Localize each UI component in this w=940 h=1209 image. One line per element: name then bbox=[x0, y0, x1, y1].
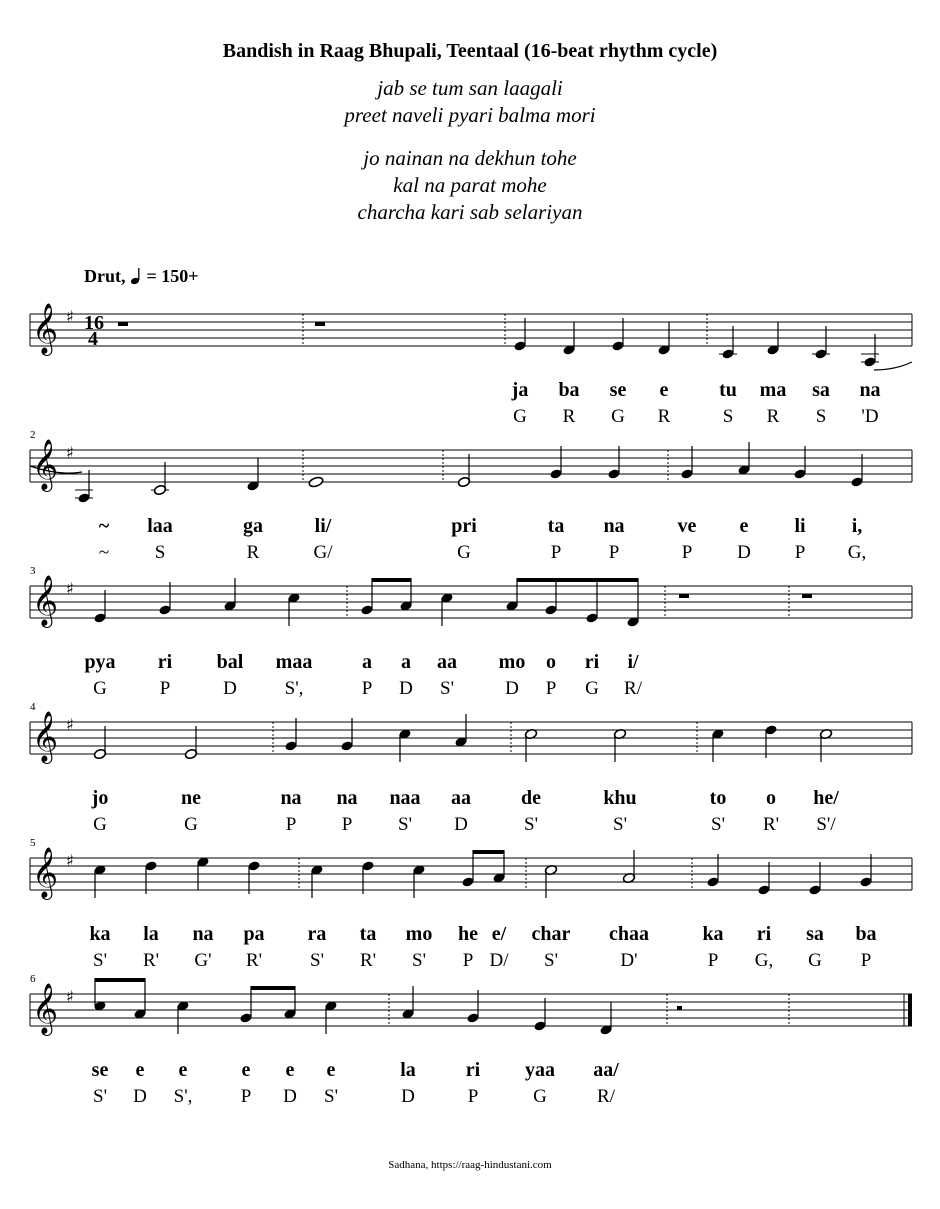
staff-system bbox=[30, 429, 912, 563]
eighth-beam bbox=[372, 578, 411, 582]
lyric-syllable: e/ bbox=[491, 923, 507, 945]
lyric-syllable: he bbox=[458, 923, 478, 945]
system-number: 2 bbox=[30, 429, 36, 441]
swara-notation: S', bbox=[173, 1086, 193, 1107]
lyric-line-5: charcha kari sab selariyan bbox=[357, 200, 583, 224]
lyric-syllable: maa bbox=[275, 651, 313, 673]
swara-notation: G/ bbox=[313, 542, 333, 563]
lyric-syllable: jo bbox=[91, 787, 109, 809]
key-signature-sharp-icon: ♯ bbox=[66, 851, 74, 870]
lyric-syllable: na bbox=[336, 787, 358, 809]
note-head bbox=[308, 476, 324, 488]
swara-notation: P bbox=[681, 542, 693, 563]
lyric-syllable: e bbox=[135, 1059, 145, 1081]
swara-notation: P bbox=[240, 1086, 252, 1107]
eighth-beam bbox=[251, 986, 295, 990]
lyric-syllable: li/ bbox=[314, 515, 332, 537]
eighth-beam bbox=[473, 850, 504, 854]
lyric-syllable: he/ bbox=[813, 787, 839, 809]
swara-notation: G bbox=[93, 814, 107, 835]
lyric-syllable: ba bbox=[558, 379, 580, 401]
lyric-syllable: a bbox=[401, 651, 411, 673]
swara-notation: S' bbox=[524, 814, 538, 835]
swara-notation: R/ bbox=[597, 1086, 615, 1107]
system-number: 6 bbox=[30, 973, 36, 985]
swara-notation: R bbox=[766, 406, 780, 427]
swara-notation: G bbox=[808, 950, 822, 971]
swara-notation: D bbox=[223, 678, 237, 699]
swara-notation: G bbox=[533, 1086, 547, 1107]
swara-notation: G' bbox=[194, 950, 212, 971]
lyric-syllable: ta bbox=[359, 923, 377, 945]
lyric-syllable: naa bbox=[389, 787, 421, 809]
lyric-syllable: o bbox=[766, 787, 776, 809]
swara-notation: S bbox=[722, 406, 734, 427]
swara-notation: S' bbox=[613, 814, 627, 835]
time-signature-bottom: 4 bbox=[88, 328, 98, 350]
swara-notation: S bbox=[154, 542, 166, 563]
swara-notation: P bbox=[159, 678, 171, 699]
final-barline-thick bbox=[908, 994, 912, 1026]
system-number: 4 bbox=[30, 701, 36, 713]
lyric-syllable: ri bbox=[756, 923, 772, 945]
lyric-syllable: chaa bbox=[609, 923, 649, 945]
lyric-syllable: se bbox=[609, 379, 627, 401]
lyric-syllable: bal bbox=[216, 651, 244, 673]
lyric-syllable: ne bbox=[181, 787, 201, 809]
key-signature-sharp-icon: ♯ bbox=[66, 987, 74, 1006]
whole-rest-icon bbox=[118, 322, 128, 326]
whole-rest-icon bbox=[802, 594, 812, 598]
whole-rest-icon bbox=[315, 322, 325, 326]
time-signature-top: 16 bbox=[84, 312, 104, 334]
swara-notation: S' bbox=[310, 950, 324, 971]
lyric-syllable: ga bbox=[243, 515, 263, 537]
swara-notation: P bbox=[361, 678, 373, 699]
lyric-syllable: char bbox=[531, 923, 571, 945]
eighth-beam bbox=[95, 978, 145, 982]
lyric-syllable: ri bbox=[465, 1059, 481, 1081]
swara-notation: S' bbox=[93, 1086, 107, 1107]
lyric-syllable: i/ bbox=[627, 651, 639, 673]
swara-notation: 'D bbox=[861, 406, 879, 427]
lyric-syllable: khu bbox=[603, 787, 637, 809]
lyric-syllable: e bbox=[285, 1059, 295, 1081]
swara-notation: D bbox=[505, 678, 519, 699]
staff-system bbox=[30, 565, 912, 699]
swara-notation: R bbox=[246, 542, 260, 563]
swara-notation: D bbox=[454, 814, 468, 835]
lyric-line-4: kal na parat mohe bbox=[393, 173, 547, 197]
swara-notation: R' bbox=[762, 814, 780, 835]
lyric-syllable: e bbox=[241, 1059, 251, 1081]
staff-system bbox=[30, 701, 912, 835]
lyric-syllable: ma bbox=[759, 379, 787, 401]
tempo-value: = 150+ bbox=[146, 266, 199, 286]
swara-notation: S' bbox=[440, 678, 454, 699]
lyric-syllable: li bbox=[794, 515, 806, 537]
lyric-syllable: se bbox=[91, 1059, 109, 1081]
swara-notation: D' bbox=[620, 950, 638, 971]
lyric-syllable: laa bbox=[147, 515, 173, 537]
lyric-line-2: preet naveli pyari balma mori bbox=[344, 103, 596, 127]
lyric-syllable: sa bbox=[812, 379, 830, 401]
lyric-syllable: na bbox=[859, 379, 881, 401]
swara-notation: G bbox=[611, 406, 625, 427]
swara-notation: P bbox=[550, 542, 562, 563]
swara-notation: R/ bbox=[624, 678, 642, 699]
swara-notation: P bbox=[608, 542, 620, 563]
swara-notation: G bbox=[184, 814, 198, 835]
treble-clef-icon: 𝄞 bbox=[32, 711, 59, 762]
key-signature-sharp-icon: ♯ bbox=[66, 443, 74, 462]
lyric-syllable: ka bbox=[89, 923, 111, 945]
swara-notation: S' bbox=[544, 950, 558, 971]
lyric-syllable: ka bbox=[702, 923, 724, 945]
swara-notation: R' bbox=[245, 950, 263, 971]
swara-notation: G bbox=[457, 542, 471, 563]
swara-notation: P bbox=[860, 950, 872, 971]
lyric-syllable: ja bbox=[511, 379, 529, 401]
swara-notation: S bbox=[815, 406, 827, 427]
lyric-syllable: a bbox=[362, 651, 372, 673]
swara-notation: G bbox=[585, 678, 599, 699]
swara-notation: P bbox=[545, 678, 557, 699]
swara-notation: R bbox=[657, 406, 671, 427]
key-signature-sharp-icon: ♯ bbox=[66, 307, 74, 326]
swara-notation: G, bbox=[754, 950, 774, 971]
lyric-syllable: i, bbox=[851, 515, 863, 537]
swara-notation: S' bbox=[93, 950, 107, 971]
lyric-syllable: aa/ bbox=[593, 1059, 619, 1081]
treble-clef-icon: 𝄞 bbox=[32, 303, 59, 354]
lyric-syllable: tu bbox=[719, 379, 737, 401]
page-title: Bandish in Raag Bhupali, Teentaal (16-beat rhythm cycle) bbox=[222, 40, 718, 62]
swara-notation: D/ bbox=[489, 950, 509, 971]
swara-notation: S' bbox=[412, 950, 426, 971]
swara-notation: D bbox=[401, 1086, 415, 1107]
staff-systems bbox=[30, 303, 912, 1107]
swara-notation: P bbox=[707, 950, 719, 971]
lyric-syllable: ri bbox=[157, 651, 173, 673]
lyric-syllable: na bbox=[603, 515, 625, 537]
lyric-syllable: mo bbox=[498, 651, 526, 673]
lyric-syllable: mo bbox=[405, 923, 433, 945]
lyric-syllable: aa bbox=[451, 787, 471, 809]
swara-notation: D bbox=[399, 678, 413, 699]
system-number: 3 bbox=[30, 565, 36, 577]
treble-clef-icon: 𝄞 bbox=[32, 847, 59, 898]
lyric-syllable: o bbox=[546, 651, 556, 673]
system-number: 5 bbox=[30, 837, 36, 849]
swara-notation: P bbox=[467, 1086, 479, 1107]
lyric-syllable: sa bbox=[806, 923, 824, 945]
swara-notation: S' bbox=[398, 814, 412, 835]
staff-system bbox=[30, 837, 912, 971]
lyric-line-1: jab se tum san laagali bbox=[377, 76, 563, 100]
swara-notation: G bbox=[513, 406, 527, 427]
swara-notation: G bbox=[93, 678, 107, 699]
lyric-syllable: ba bbox=[855, 923, 877, 945]
swara-notation: P bbox=[341, 814, 353, 835]
tempo-text: Drut, bbox=[84, 266, 126, 286]
key-signature-sharp-icon: ♯ bbox=[66, 579, 74, 598]
swara-notation: ~ bbox=[98, 542, 110, 563]
lyric-syllable: aa bbox=[437, 651, 457, 673]
lyric-syllable: pa bbox=[243, 923, 265, 945]
lyric-syllable: ri bbox=[584, 651, 600, 673]
swara-notation: D bbox=[737, 542, 751, 563]
lyric-syllable: e bbox=[326, 1059, 336, 1081]
swara-notation: D bbox=[133, 1086, 147, 1107]
swara-notation: P bbox=[462, 950, 474, 971]
lyric-line-3: jo nainan na dekhun tohe bbox=[363, 146, 577, 170]
lyric-syllable: na bbox=[192, 923, 214, 945]
swara-notation: R' bbox=[142, 950, 160, 971]
footer-credit: Sadhana, https://raag-hindustani.com bbox=[388, 1159, 552, 1171]
lyric-syllable: ta bbox=[547, 515, 565, 537]
swara-notation: G, bbox=[847, 542, 867, 563]
staff-system bbox=[30, 973, 912, 1107]
lyric-syllable: e bbox=[178, 1059, 188, 1081]
lyric-syllable: ve bbox=[677, 515, 697, 537]
swara-notation: D bbox=[283, 1086, 297, 1107]
treble-clef-icon: 𝄞 bbox=[32, 575, 59, 626]
lyric-syllable: na bbox=[280, 787, 302, 809]
key-signature-sharp-icon: ♯ bbox=[66, 715, 74, 734]
lyric-syllable: la bbox=[143, 923, 159, 945]
swara-notation: S' bbox=[324, 1086, 338, 1107]
tie-arc bbox=[874, 362, 912, 370]
whole-rest-icon bbox=[679, 594, 689, 598]
treble-clef-icon: 𝄞 bbox=[32, 439, 59, 490]
swara-notation: R' bbox=[359, 950, 377, 971]
staff-system bbox=[30, 303, 912, 427]
swara-notation: S', bbox=[284, 678, 304, 699]
lyric-syllable: e bbox=[659, 379, 669, 401]
lyric-syllable: to bbox=[709, 787, 727, 809]
eighth-beam bbox=[517, 578, 638, 582]
lyric-syllable: yaa bbox=[525, 1059, 555, 1081]
treble-clef-icon: 𝄞 bbox=[32, 983, 59, 1034]
swara-notation: P bbox=[794, 542, 806, 563]
swara-notation: R bbox=[562, 406, 576, 427]
lyric-syllable: pya bbox=[84, 651, 116, 673]
lyric-syllable: pri bbox=[451, 515, 477, 537]
half-rest-icon bbox=[677, 1006, 682, 1010]
lyric-syllable: de bbox=[521, 787, 541, 809]
swara-notation: P bbox=[285, 814, 297, 835]
lyric-syllable: la bbox=[400, 1059, 416, 1081]
lyric-syllable: ra bbox=[307, 923, 327, 945]
lyric-syllable: e bbox=[739, 515, 749, 537]
swara-notation: S' bbox=[711, 814, 725, 835]
lyric-syllable: ~ bbox=[98, 515, 110, 537]
swara-notation: S'/ bbox=[816, 814, 836, 835]
